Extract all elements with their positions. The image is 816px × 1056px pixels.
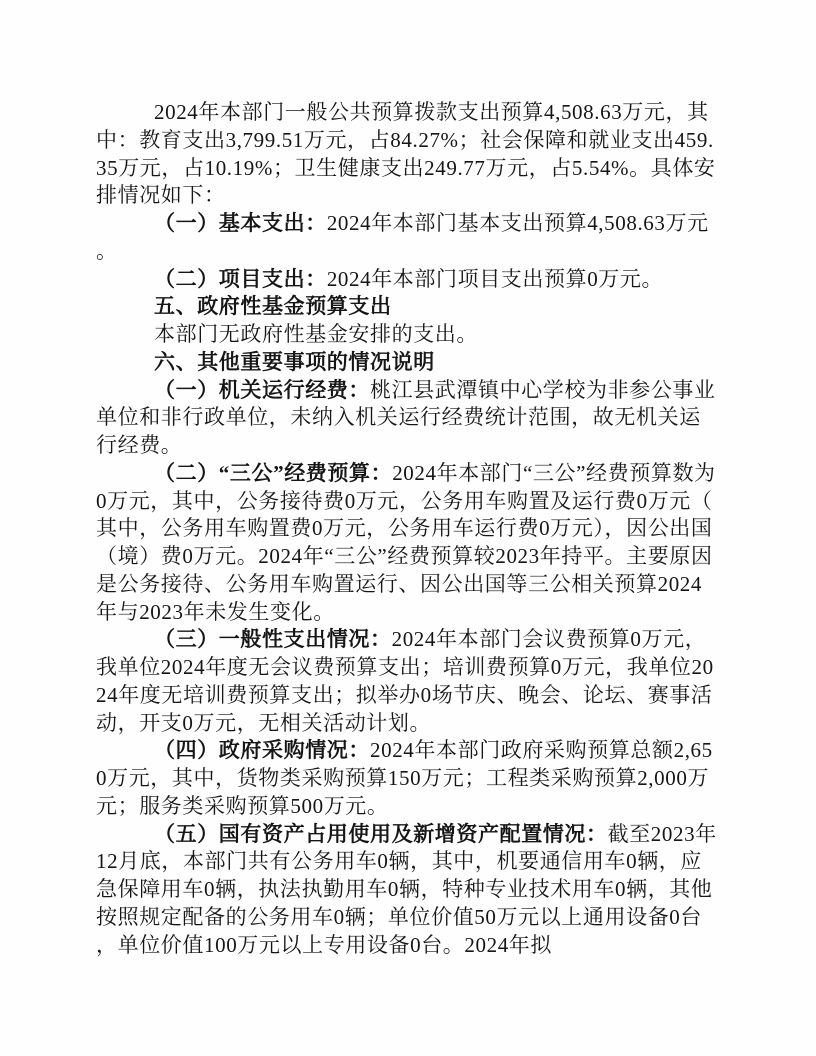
heading-section-five [96,293,720,321]
paragraph-heading-run: （三）一般性支出情况： [154,627,392,652]
para-government-procurement [96,737,720,820]
para-general-expenditure-situation [96,626,720,737]
document-body [96,99,720,959]
para-state-owned-assets [96,821,720,960]
paragraph-heading-run: （四）政府采购情况： [154,738,370,763]
para-agency-operating-funds [96,377,720,460]
para-three-public-expenses [96,460,720,627]
heading-section-six [96,349,720,377]
paragraph-heading-run: （五）国有资产占用使用及新增资产配置情况： [154,821,608,846]
para-general-budget-overview [96,99,720,210]
paragraph-text-run: 桃江县武潭镇中心学校为非参公事业单位和非行政单位，未纳入机关运行经费统计范围，故无机关运行经费。 [96,377,716,457]
paragraph-text-run: 截至2023年12月底，本部门共有公务用车0辆，其中，机要通信用车0辆，应急保障用车0辆，执法执勤用车0辆，特种专业技术用车0辆，其他按照规定配备的公务用车0辆；单位价值50万元以上通用设备0台，单位价值100万元以上专用设备0台。2024年拟 [96,821,717,957]
paragraph-text-run: 2024年本部门政府采购预算总额2,650万元，其中，货物类采购预算150万元；工程类采购预算2,000万元；服务类采购预算500万元。 [96,738,713,818]
paragraph-text-run: 2024年本部门一般公共预算拨款支出预算4,508.63万元，其中：教育支出3,799.51万元，占84.27%；社会保障和就业支出459.35万元，占10.19%；卫生健康支出249.77万元，占5.54%。具体安排情况如下： [96,100,716,208]
paragraph-heading-run: （一）基本支出： [154,211,327,235]
paragraph-heading-run: （二）项目支出： [154,266,327,291]
paragraph-text-run: 2024年本部门基本支出预算4,508.63万元。 [96,211,709,263]
paragraph-heading-run: 六、其他重要事项的情况说明 [154,349,435,374]
paragraph-text-run: 2024年本部门项目支出预算0万元。 [326,266,664,291]
paragraph-heading-run: 五、政府性基金预算支出 [154,294,392,319]
paragraph-text-run: 2024年本部门“三公”经费预算数为0万元，其中，公务接待费0万元，公务用车购置及运行费0万元（其中，公务用车购置费0万元，公务用车运行费0万元），因公出国（境）费0万元。2024年“三公”经费预算较2023年持平。主要原因是公务接待、公务用车购置运行、因公出国等三公相关预算2024年与2023年未发生变化。 [96,460,716,624]
paragraph-text-run: 本部门无政府性基金安排的支出。 [154,322,478,346]
para-project-expenditure [96,266,720,294]
paragraph-text-run: 2024年本部门会议费预算0万元，我单位2024年度无会议费预算支出；培训费预算0万元，我单位2024年度无培训费预算支出；拟举办0场节庆、晚会、论坛、赛事活动，开支0万元，无相关活动计划。 [96,627,714,735]
para-basic-expenditure [96,210,720,266]
paragraph-heading-run: （二）“三公”经费预算： [154,460,393,485]
paragraph-heading-run: （一）机关运行经费： [154,377,370,402]
para-no-government-fund [96,321,720,349]
